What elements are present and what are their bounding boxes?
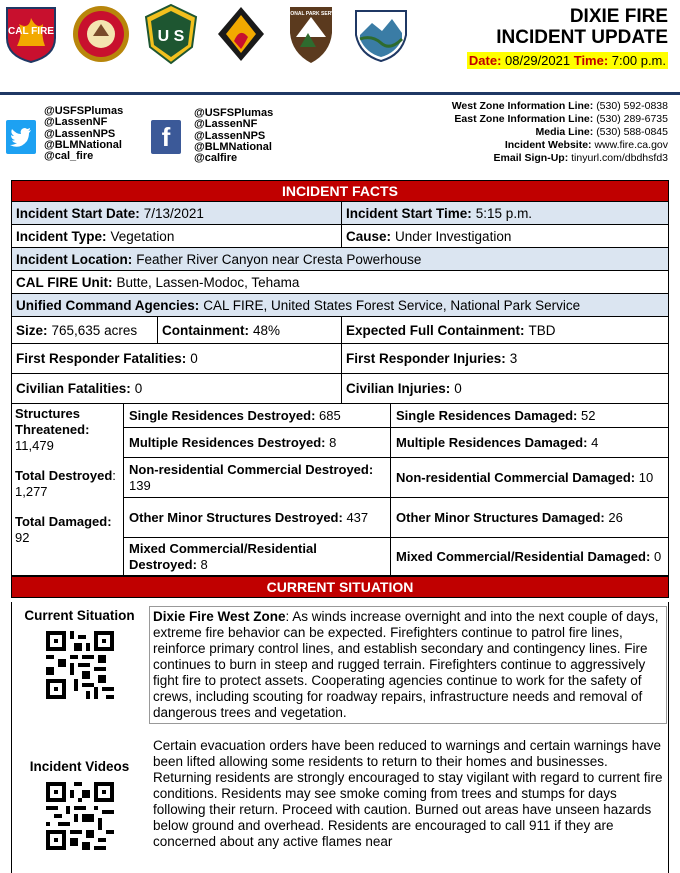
cal-fire-unit-cell: CAL FIRE Unit: Butte, Lassen-Modoc, Tehama bbox=[16, 274, 300, 290]
contact-line: East Zone Information Line: (530) 289-6735 bbox=[454, 113, 668, 125]
qr-code-icon[interactable] bbox=[46, 631, 114, 699]
facts-row bbox=[11, 225, 669, 248]
contact-info bbox=[452, 100, 668, 165]
page-title: DIXIE FIRE bbox=[569, 6, 668, 27]
qr-code-icon[interactable] bbox=[46, 782, 114, 850]
structures-section bbox=[11, 404, 669, 576]
incident-videos-label: Incident Videos bbox=[29, 759, 130, 774]
containment-cell: Containment: 48% bbox=[158, 317, 342, 343]
current-situation-section bbox=[11, 602, 669, 873]
structure-cell: Single Residences Damaged: 52 bbox=[391, 404, 668, 428]
facts-row bbox=[11, 202, 669, 225]
fr-injuries-cell: First Responder Injuries: 3 bbox=[346, 351, 518, 366]
incident-location-cell: Incident Location: Feather River Canyon near Cresta Powerhouse bbox=[16, 251, 422, 267]
current-situation-label: Current Situation bbox=[24, 608, 135, 623]
date-time-banner bbox=[467, 52, 668, 69]
current-situation-header: CURRENT SITUATION bbox=[11, 576, 669, 598]
facts-row bbox=[11, 294, 669, 317]
facts-row bbox=[11, 317, 669, 344]
facts-row bbox=[11, 344, 669, 374]
forest-service-logo bbox=[142, 2, 200, 66]
national-park-service-logo bbox=[279, 2, 343, 66]
facebook-handle[interactable]: @USFSPlumas bbox=[194, 107, 274, 119]
situation-sidebar bbox=[12, 602, 147, 873]
unified-command-cell: Unified Command Agencies: CAL FIRE, United States Forest Service, National Park Service bbox=[16, 297, 581, 313]
expected-containment-cell: Expected Full Containment: TBD bbox=[346, 322, 556, 338]
incident-facts-header: INCIDENT FACTS bbox=[11, 180, 669, 202]
facebook-handle[interactable]: @LassenNPS bbox=[194, 129, 266, 142]
update-title-block bbox=[467, 6, 668, 70]
structure-cell: Non-residential Commercial Damaged: 10 bbox=[391, 458, 668, 498]
contact-line: Email Sign-Up: tinyurl.com/dbdhsfd3 bbox=[493, 152, 668, 164]
facebook-handles bbox=[194, 108, 273, 164]
facebook-handle[interactable]: @LassenNF bbox=[194, 118, 258, 131]
svg-text:NATIONAL PARK SERVICE: NATIONAL PARK SERVICE bbox=[279, 11, 343, 17]
social-contact-area bbox=[0, 100, 680, 176]
start-time-cell: Incident Start Time: 5:15 p.m. bbox=[346, 205, 533, 221]
contact-line: West Zone Information Line: (530) 592-0838 bbox=[451, 100, 668, 112]
twitter-handle[interactable]: @USFSPlumas bbox=[44, 105, 124, 117]
twitter-handle[interactable]: @cal_fire bbox=[44, 150, 94, 163]
page-subtitle: INCIDENT UPDATE bbox=[496, 27, 668, 48]
bureau-of-land-management-logo bbox=[352, 2, 410, 66]
fr-fatalities-cell: First Responder Fatalities: 0 bbox=[12, 344, 342, 373]
facts-row bbox=[11, 248, 669, 271]
cal-oes-seal-logo bbox=[72, 2, 130, 66]
structures-summary bbox=[12, 404, 124, 575]
page-header bbox=[0, 0, 680, 96]
lassen-modoc-logo bbox=[212, 2, 270, 66]
facts-row bbox=[11, 374, 669, 404]
civilian-fatalities-cell: Civilian Fatalities: 0 bbox=[12, 374, 342, 403]
svg-text:CAL FIRE: CAL FIRE bbox=[8, 26, 54, 37]
facts-row bbox=[11, 271, 669, 294]
date-value: 08/29/2021 bbox=[505, 53, 571, 68]
time-label: Time: bbox=[573, 53, 609, 68]
structure-cell: Other Minor Structures Destroyed: 437 bbox=[124, 498, 391, 538]
west-zone-paragraph: Dixie Fire West Zone: As winds increase overnight and into the next couple of days, extreme fire behavior can be expected. Firefighters continue to patrol fire lines, reinforce primary control lines, and establish secondary and contingency lines. Fire continues to burn in steep and rugged terrain. Firefighters continue to aggressively fight fire to protect assets. Cooperating agencies continue to work for the safety of crews, including scouting for roadway repairs, infrastructure needs and removal of dangerous trees and vegetation. bbox=[149, 606, 667, 724]
civilian-injuries-cell: Civilian Injuries: 0 bbox=[346, 381, 462, 396]
website-link[interactable]: www.fire.ca.gov bbox=[594, 139, 668, 151]
evacuation-paragraph: Certain evacuation orders have been reduced to warnings and certain warnings have been lifted allowing some residents to return to their homes and businesses. Returning residents are strongly encouraged to stay vigilant with regard to current fire conditions. Residents may see smoke coming from trees and stumps for days following their return. Proceed with caution. Burned out areas have unseen hazards below ground and overhead. Residents are encouraged to call 911 if they are concerned about any active flames near bbox=[153, 738, 663, 849]
total-destroyed: Total Destroyed: 1,277 bbox=[15, 468, 116, 499]
twitter-handle[interactable]: @LassenNF bbox=[44, 116, 108, 129]
contact-line: Incident Website: www.fire.ca.gov bbox=[504, 139, 668, 151]
incident-facts-table bbox=[11, 180, 669, 598]
twitter-handle[interactable]: @BLMNational bbox=[44, 138, 122, 151]
total-damaged: Total Damaged: 92 bbox=[15, 514, 112, 545]
situation-body bbox=[149, 606, 667, 850]
facebook-icon[interactable]: f bbox=[151, 120, 181, 154]
structure-cell: Multiple Residences Destroyed: 8 bbox=[124, 428, 391, 458]
zone-label: Dixie Fire West Zone bbox=[153, 609, 286, 624]
time-value: 7:00 p.m. bbox=[611, 53, 666, 68]
agency-logos bbox=[2, 2, 410, 66]
cal-fire-logo bbox=[2, 2, 60, 66]
contact-line: Media Line: (530) 588-0845 bbox=[535, 126, 668, 138]
incident-type-cell: Incident Type: Vegetation bbox=[12, 225, 342, 247]
date-label: Date: bbox=[468, 53, 502, 68]
email-signup-link[interactable]: tinyurl.com/dbdhsfd3 bbox=[571, 152, 668, 164]
structure-cell: Mixed Commercial/Residential Destroyed: 8 bbox=[124, 538, 391, 576]
structures-grid bbox=[124, 404, 668, 575]
structure-cell: Single Residences Destroyed: 685 bbox=[124, 404, 391, 428]
facebook-handle[interactable]: @calfire bbox=[194, 152, 238, 165]
structure-cell: Other Minor Structures Damaged: 26 bbox=[391, 498, 668, 538]
structure-cell: Mixed Commercial/Residential Damaged: 0 bbox=[396, 549, 662, 564]
structures-threatened: Structures Threatened: 11,479 bbox=[15, 406, 90, 453]
twitter-handles bbox=[44, 106, 123, 162]
cause-cell: Cause: Under Investigation bbox=[346, 228, 512, 244]
facebook-handle[interactable]: @BLMNational bbox=[194, 140, 272, 153]
header-divider bbox=[0, 92, 680, 95]
twitter-icon[interactable] bbox=[6, 120, 36, 154]
structure-cell: Non-residential Commercial Destroyed: 139 bbox=[124, 458, 391, 498]
svg-text:U S: U S bbox=[157, 28, 185, 45]
start-date-cell: Incident Start Date: 7/13/2021 bbox=[12, 202, 342, 224]
size-cell: Size: 765,635 acres bbox=[12, 317, 158, 343]
structure-cell: Multiple Residences Damaged: 4 bbox=[391, 428, 668, 458]
twitter-handle[interactable]: @LassenNPS bbox=[44, 127, 116, 140]
